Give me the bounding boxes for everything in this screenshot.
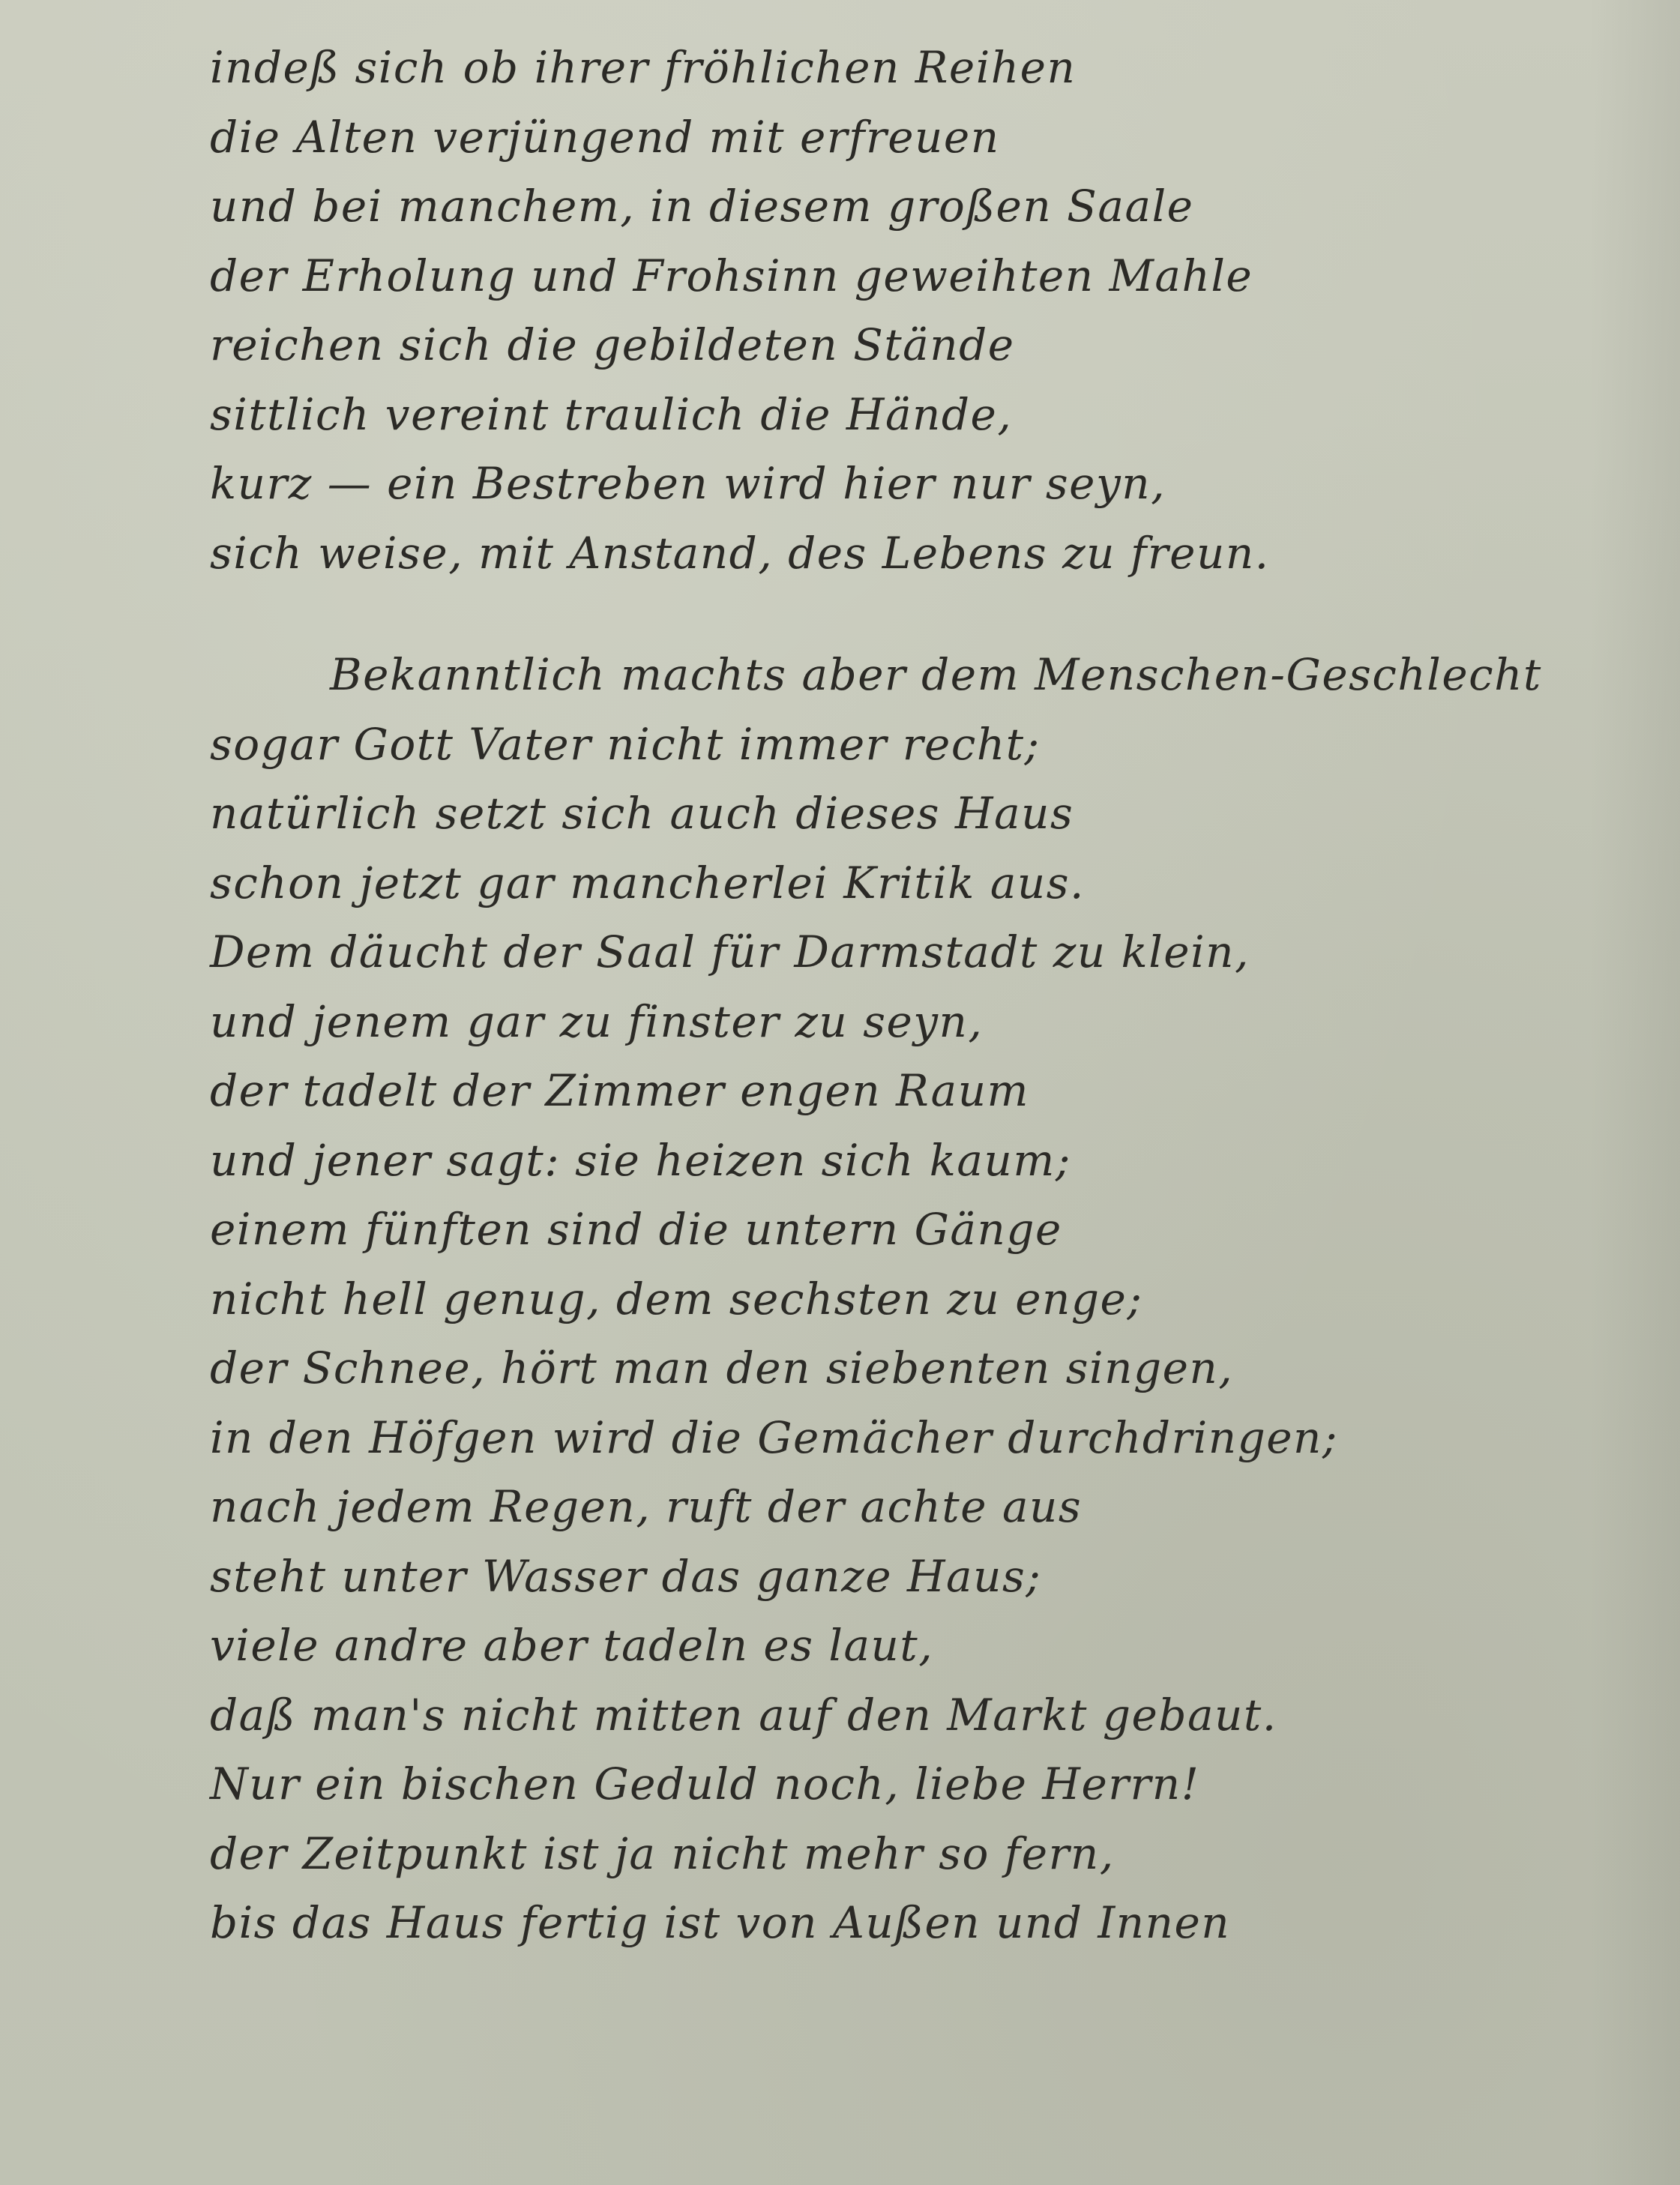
poem-line: bis das Haus fertig ist von Außen und Innen <box>210 1897 1231 1948</box>
poem-line: sittlich vereint traulich die Hände, <box>210 388 1013 440</box>
poem-line: kurz — ein Bestreben wird hier nur seyn, <box>210 458 1166 509</box>
poem-line: und bei manchem, in diesem großen Saale <box>210 181 1194 232</box>
poem-line: und jener sagt: sie heizen sich kaum; <box>210 1134 1071 1186</box>
poem-line: nach jedem Regen, ruft der achte aus <box>210 1481 1083 1532</box>
poem-line: viele andre aber tadeln es laut, <box>210 1620 934 1671</box>
poem-line: der tadelt der Zimmer engen Raum <box>210 1065 1030 1116</box>
poem-line: der Zeitpunkt ist ja nicht mehr so fern, <box>210 1827 1115 1879</box>
poem-line: reichen sich die gebildeten Stände <box>210 319 1015 370</box>
stanza-break <box>210 588 1379 640</box>
poem-line: daß man's nicht mitten auf den Markt gebaut. <box>210 1689 1277 1741</box>
poem-line: einem fünften sind die untern Gänge <box>210 1204 1062 1255</box>
poem-line: und jenem gar zu finster zu seyn, <box>210 995 984 1047</box>
poem-line: schon jetzt gar mancherlei Kritik aus. <box>210 857 1085 908</box>
poem-line: sich weise, mit Anstand, des Lebens zu freun. <box>210 527 1270 579</box>
stanza-1 <box>210 33 1379 588</box>
poem-line: steht unter Wasser das ganze Haus; <box>210 1550 1042 1602</box>
page-edge-shadow <box>1590 0 1680 2185</box>
poem-line: der Erholung und Frohsinn geweihten Mahle <box>210 250 1253 301</box>
poem-line: Bekanntlich machts aber dem Menschen-Geschlecht <box>330 649 1542 700</box>
poem-line: nicht hell genug, dem sechsten zu enge; <box>210 1273 1143 1324</box>
poem-line: sogar Gott Vater nicht immer recht; <box>210 718 1041 770</box>
poem-text <box>210 33 1542 1958</box>
poem-line: Dem däucht der Saal für Darmstadt zu klein, <box>210 926 1250 977</box>
stanza-2 <box>210 640 1542 1958</box>
poem-line: Nur ein bischen Geduld noch, liebe Herrn! <box>210 1758 1200 1809</box>
poem-line: die Alten verjüngend mit erfreuen <box>210 111 1000 163</box>
poem-line: natürlich setzt sich auch dieses Haus <box>210 788 1074 839</box>
poem-line: in den Höfgen wird die Gemächer durchdringen; <box>210 1411 1338 1463</box>
poem-line: der Schnee, hört man den siebenten singen, <box>210 1342 1234 1393</box>
poem-line: indeß sich ob ihrer fröhlichen Reihen <box>210 42 1077 93</box>
